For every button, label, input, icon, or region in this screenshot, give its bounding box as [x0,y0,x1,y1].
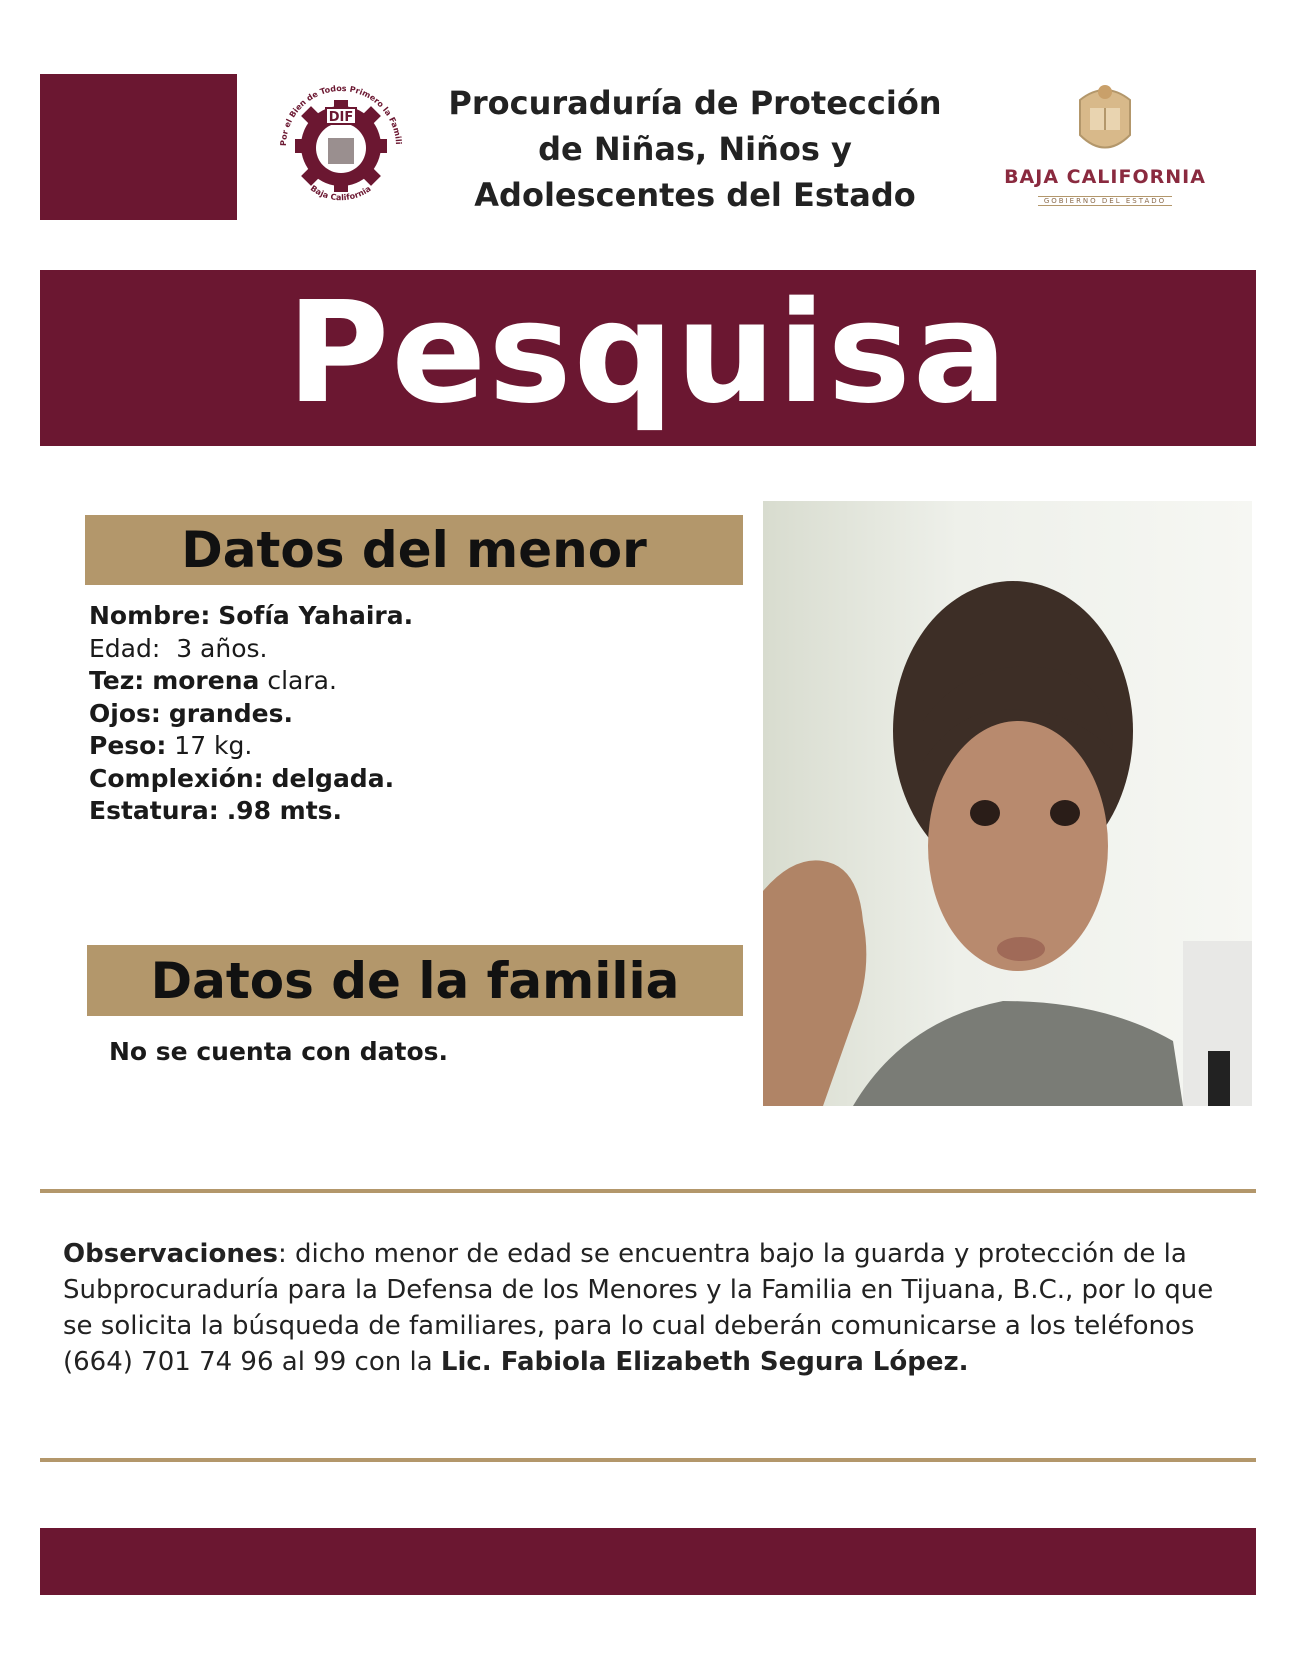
observations-text: : dicho menor de edad se encuentra bajo la guarda y protección de la Subprocuraduría para la Defensa de los Menores y la Familia en Tijuana, B.C., por lo que se solicita la búsqueda de familiares, para lo cual deberán comunicarse a los teléfonos (664) 701 74 96 al 99 con la [63,1239,1214,1377]
dif-motto: Por el Bien de Todos Primero la Famili [278,83,403,147]
footer-bar [40,1528,1256,1595]
section-family-heading [87,945,743,1016]
state-name: BAJA CALIFORNIA [1004,166,1206,188]
dif-logo-label: DIF [328,110,354,125]
observations-label: Observaciones [63,1239,278,1269]
field-weight: Peso: 17 kg. [89,731,253,760]
header-color-block [40,74,237,220]
header-title-line-3: Adolescentes del Estado [474,176,916,214]
minor-details [89,600,709,828]
header-title-line-2: de Niñas, Niños y [538,130,852,168]
section-minor-heading-text: Datos del menor [181,521,647,579]
field-name: Nombre: Sofía Yahaira. [89,601,414,630]
title-banner [40,270,1256,446]
divider-bottom [40,1458,1256,1462]
child-photo [763,501,1252,1106]
family-note: No se cuenta con datos. [109,1037,449,1066]
header-title-line-1: Procuraduría de Protección [448,84,942,122]
state-subtitle: GOBIERNO DEL ESTADO [1038,196,1172,206]
divider-top [40,1189,1256,1193]
section-family-heading-text: Datos de la familia [150,951,680,1010]
observations-contact: Lic. Fabiola Elizabeth Segura López. [440,1347,969,1377]
header-title [425,80,965,218]
field-eyes: Ojos: grandes. [89,698,293,728]
dif-logo [268,76,414,214]
section-minor-heading [85,515,743,585]
banner-title: Pesquisa [286,272,1010,435]
state-crest-icon [1070,80,1140,160]
field-height: Estatura: .98 mts. [89,796,343,825]
field-complexion-tone: Tez: morena clara. [89,666,337,695]
observations [63,1236,1243,1380]
field-build: Complexión: delgada. [89,763,395,793]
field-age: Edad: 3 años. [89,633,268,663]
baja-california-logo [990,80,1220,210]
dif-region: Baja California [308,183,373,203]
